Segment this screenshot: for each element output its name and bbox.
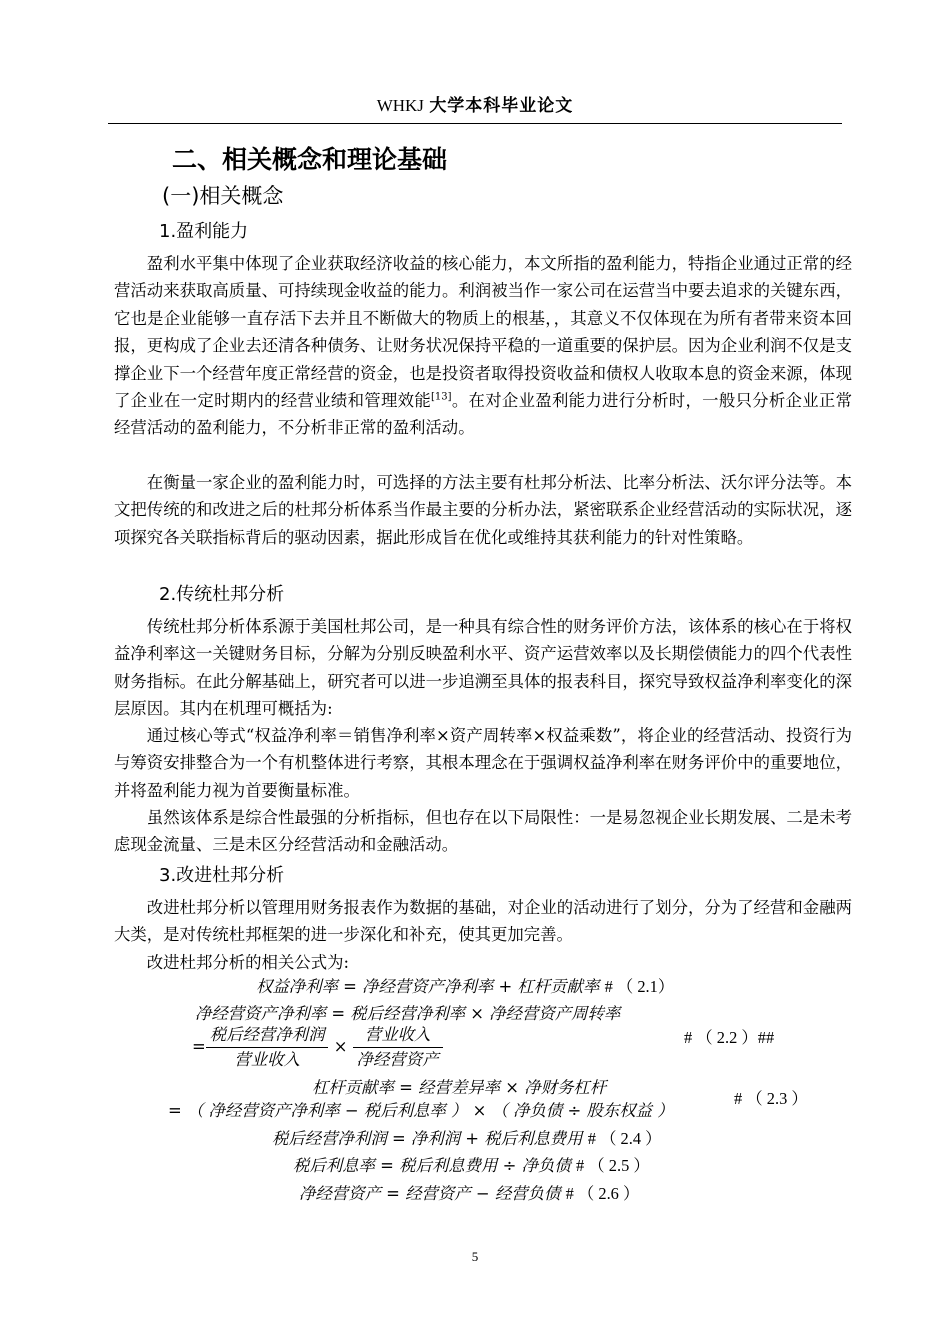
equation-2-6 — [299, 1182, 639, 1206]
paragraph-improved-dupont-formulas: 改进杜邦分析的相关公式为: — [146, 953, 350, 972]
fraction-turnover — [353, 1024, 443, 1071]
paragraph-traditional-dupont-equation: 通过核心等式“权益净利率＝销售净利率×资产周转率×权益乘数”，将企业的经营活动、投资行为与筹资安排整合为一个有机整体进行考察，其根本理念在于强调权益净利率在财务评价中的重要地位，并将盈利能力视为首要衡量标准。 — [114, 726, 852, 800]
paragraph-traditional-dupont-limitations: 虽然该体系是综合性最强的分析指标，但也存在以下局限性：一是易忽视企业长期发展、二是未考虑现金流量、三是未区分经营活动和金融活动。 — [114, 808, 852, 855]
header-university-code: WHKJ — [376, 96, 424, 115]
header-thesis-label: 大学本科毕业论文 — [429, 96, 574, 116]
equation-2-3-number: # （ 2.3 ） — [734, 1089, 808, 1108]
header-divider — [108, 123, 842, 124]
equation-number: # （ 2.6 ） — [565, 1184, 640, 1203]
citation-ref: [13] — [431, 391, 452, 403]
equation-2-4 — [272, 1127, 662, 1151]
equation-times: × — [333, 1037, 348, 1056]
fraction-numerator: 营业收入 — [353, 1024, 443, 1048]
equation-number: # （ 2.5 ） — [576, 1156, 650, 1175]
heading-profitability: 1.盈利能力 — [159, 221, 249, 242]
equation-2-3-line2: = （ 净经营资产净利率 − 税后利息率 ） × （ 净负债 ÷ 股东权益 ） — [168, 1101, 674, 1120]
heading-improved-dupont: 3.改进杜邦分析 — [159, 865, 285, 886]
paragraph-text-tail: 。在对企业盈利能力进行分析时，一般只分析企业正常经营活动的盈利能力，不分析非正常的盈利活动。 — [114, 391, 853, 438]
paragraph-profitability-methods: 在衡量一家企业的盈利能力时，可选择的方法主要有杜邦分析法、比率分析法、沃尔评分法等。本文把传统的和改进之后的杜邦分析体系当作最主要的分析办法，紧密联系企业经营活动的实际状况，逐项探究各关联指标背后的驱动因素，据此形成旨在优化或维持其获利能力的针对性策略。 — [114, 473, 852, 547]
heading-traditional-dupont: 2.传统杜邦分析 — [159, 584, 285, 605]
equation-2-3-line1: 杠杆贡献率 = 经营差异率 × 净财务杠杆 — [312, 1078, 607, 1097]
running-header — [108, 94, 842, 118]
fraction-numerator: 税后经营净利润 — [206, 1024, 329, 1048]
fraction-denominator: 净经营资产 — [356, 1050, 439, 1069]
equation-number: # （ 2.4 ） — [587, 1129, 662, 1148]
paragraph-profitability-definition — [114, 250, 852, 442]
equation-body: 税后利息率 = 税后利息费用 ÷ 净负债 — [293, 1156, 571, 1175]
equation-body: 权益净利率 = 净经营资产净利率 + 杠杆贡献率 — [256, 977, 600, 996]
equation-2-2-number: # （ 2.2 ）## — [684, 1028, 775, 1047]
equation-2-1 — [256, 975, 674, 999]
section-title: 二、相关概念和理论基础 — [172, 145, 448, 174]
equation-2-2-line1: 净经营资产净利率 = 税后经营净利率 × 净经营资产周转率 — [195, 1004, 621, 1023]
equation-body: 税后经营净利润 = 净利润 + 税后利息费用 — [272, 1129, 583, 1148]
equation-number: # （ 2.1） — [604, 977, 675, 996]
equation-equals: = — [192, 1037, 206, 1056]
paragraph-traditional-dupont-intro: 传统杜邦分析体系源于美国杜邦公司，是一种具有综合性的财务评价方法，该体系的核心在于将权益净利率这一关键财务目标，分解为分别反映盈利水平、资产运营效率以及长期偿债能力的四个代表性财务指标。在此分解基础上，研究者可以进一步追溯至具体的报表科目，探究导致权益净利率变化的深层原因。其内在机理可概括为: — [114, 617, 852, 719]
equation-2-2-line2 — [192, 1024, 443, 1071]
subsection-title: (一)相关概念 — [162, 184, 284, 208]
paragraph-improved-dupont-intro: 改进杜邦分析以管理用财务报表作为数据的基础，对企业的活动进行了划分，分为了经营和金融两大类，是对传统杜邦框架的进一步深化和补充，使其更加完善。 — [114, 898, 852, 945]
equation-2-5 — [293, 1154, 650, 1178]
fraction-net-margin — [206, 1024, 329, 1071]
fraction-denominator: 营业收入 — [234, 1050, 300, 1069]
page-number: 5 — [471, 1249, 479, 1264]
equation-body: 净经营资产 = 经营资产 − 经营负债 — [299, 1184, 561, 1203]
paragraph-text: 盈利水平集中体现了企业获取经济收益的核心能力，本文所指的盈利能力，特指企业通过正常的经营活动来获取高质量、可持续现金收益的能力。利润被当作一家公司在运营当中要去追求的关键东西，它也是企业能够一直存活下去并且不断做大的物质上的根基，，其意义不仅体现在为所有者带来资本回报，更构成了企业去还清各种债务、让财务状况保持平稳的一道重要的保护层。因为企业利润不仅是支撑企业下一个经营年度正常经营的资金，也是投资者取得投资收益和债权人收取本息的资金来源，体现了企业在一定时期内的经营业绩和管理效能 — [114, 254, 852, 411]
